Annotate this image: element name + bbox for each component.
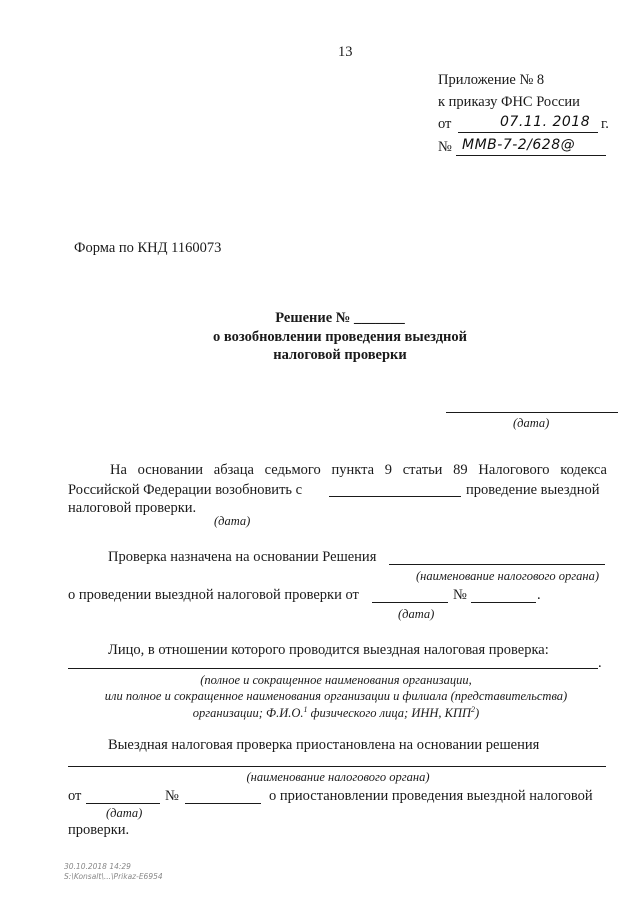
paragraph-4-line-1: Выездная налоговая проверка приостановлена на основании решения [108, 737, 540, 753]
page-number: 13 [338, 44, 353, 60]
p1-word: 9 [384, 462, 393, 478]
taxpayer-name-line [68, 668, 598, 669]
taxpayer-caption-3-c: ) [475, 706, 480, 721]
decision-date-caption: (дата) [513, 416, 550, 430]
decision-title: Решение № _______ [275, 310, 405, 326]
order-number-line [456, 155, 606, 156]
decision-date-line [446, 412, 618, 413]
form-code: Форма по КНД 1160073 [74, 240, 222, 256]
paragraph-1-line-1 [110, 462, 607, 479]
suspension-number-line [185, 803, 261, 804]
order-number-handwritten: ММВ-7-2/628@ [462, 137, 576, 153]
paragraph-3-line-1: Лицо, в отношении которого проводится выездная налоговая проверка: [108, 642, 549, 658]
suspension-authority-line [68, 766, 606, 767]
order-date-suffix: г. [601, 116, 609, 132]
paragraph-1-line-3: налоговой проверки. [68, 500, 197, 516]
taxpayer-caption-3-b: физического лица; ИНН, КПП [307, 706, 472, 721]
paragraph-1-line-2-end: проведение выездной [466, 482, 600, 498]
footer-file-path: S:\Konsalt\...\Prikaz-E6954 [64, 872, 163, 881]
appendix-label: Приложение № 8 [438, 72, 545, 88]
paragraph-4-line-2-end: о приостановлении проведения выездной налоговой [269, 788, 593, 804]
suspension-authority-caption: (наименование налогового органа) [246, 770, 430, 784]
paragraph-1-line-2-start: Российской Федерации возобновить с [68, 482, 303, 498]
footer-timestamp: 30.10.2018 14:29 [64, 862, 131, 871]
taxpayer-caption-3-a: организации; Ф.И.О. [192, 706, 304, 721]
taxpayer-caption-1: (полное и сокращенное наименования организации, [200, 673, 472, 687]
order-date-line [458, 132, 598, 133]
p1-word: статьи [402, 462, 443, 478]
paragraph-2-line-2-start: о проведении выездной налоговой проверки от [68, 587, 359, 603]
tax-authority-line [389, 564, 605, 565]
taxpayer-caption-3 [0, 705, 640, 721]
paragraph-4-line-3: проверки. [68, 822, 130, 838]
paragraph-2-end-dot: . [537, 587, 541, 603]
tax-authority-caption-1: (наименование налогового органа) [416, 569, 599, 583]
paragraph-4-line-2-start: от [68, 788, 82, 804]
decision-subtitle-2: налоговой проверки [273, 347, 407, 363]
order-date-handwritten: 07.11. 2018 [500, 114, 591, 130]
order-reference: к приказу ФНС России [438, 94, 580, 110]
resume-date-line [329, 496, 461, 497]
paragraph-4-no: № [165, 788, 179, 804]
p1-word: кодекса [560, 462, 607, 478]
footnote-ref-2: 2 [471, 705, 476, 714]
paragraph-2-line-1: Проверка назначена на основании Решения [108, 549, 377, 565]
footnote-ref-1: 1 [303, 705, 308, 714]
p1-word: основании [137, 462, 204, 478]
order-number-prefix: № [438, 139, 452, 155]
p1-word: 89 [453, 462, 468, 478]
taxpayer-name-end-dot: . [598, 655, 602, 671]
p1-word: седьмого [264, 462, 321, 478]
paragraph-2-no: № [453, 587, 467, 603]
suspension-date-caption: (дата) [106, 806, 143, 820]
p1-word: абзаца [213, 462, 254, 478]
order-date-prefix: от [438, 116, 452, 132]
taxpayer-caption-2: или полное и сокращенное наименования организации и филиала (представительства) [104, 689, 568, 703]
audit-decision-number-line [471, 602, 536, 603]
p1-word: На [110, 462, 127, 478]
decision-subtitle: о возобновлении проведения выездной [212, 329, 468, 345]
audit-decision-date-caption: (дата) [398, 607, 435, 621]
resume-date-caption: (дата) [214, 514, 251, 528]
p1-word: Налогового [478, 462, 550, 478]
suspension-date-line [86, 803, 160, 804]
audit-decision-date-line [372, 602, 448, 603]
p1-word: пункта [331, 462, 375, 478]
